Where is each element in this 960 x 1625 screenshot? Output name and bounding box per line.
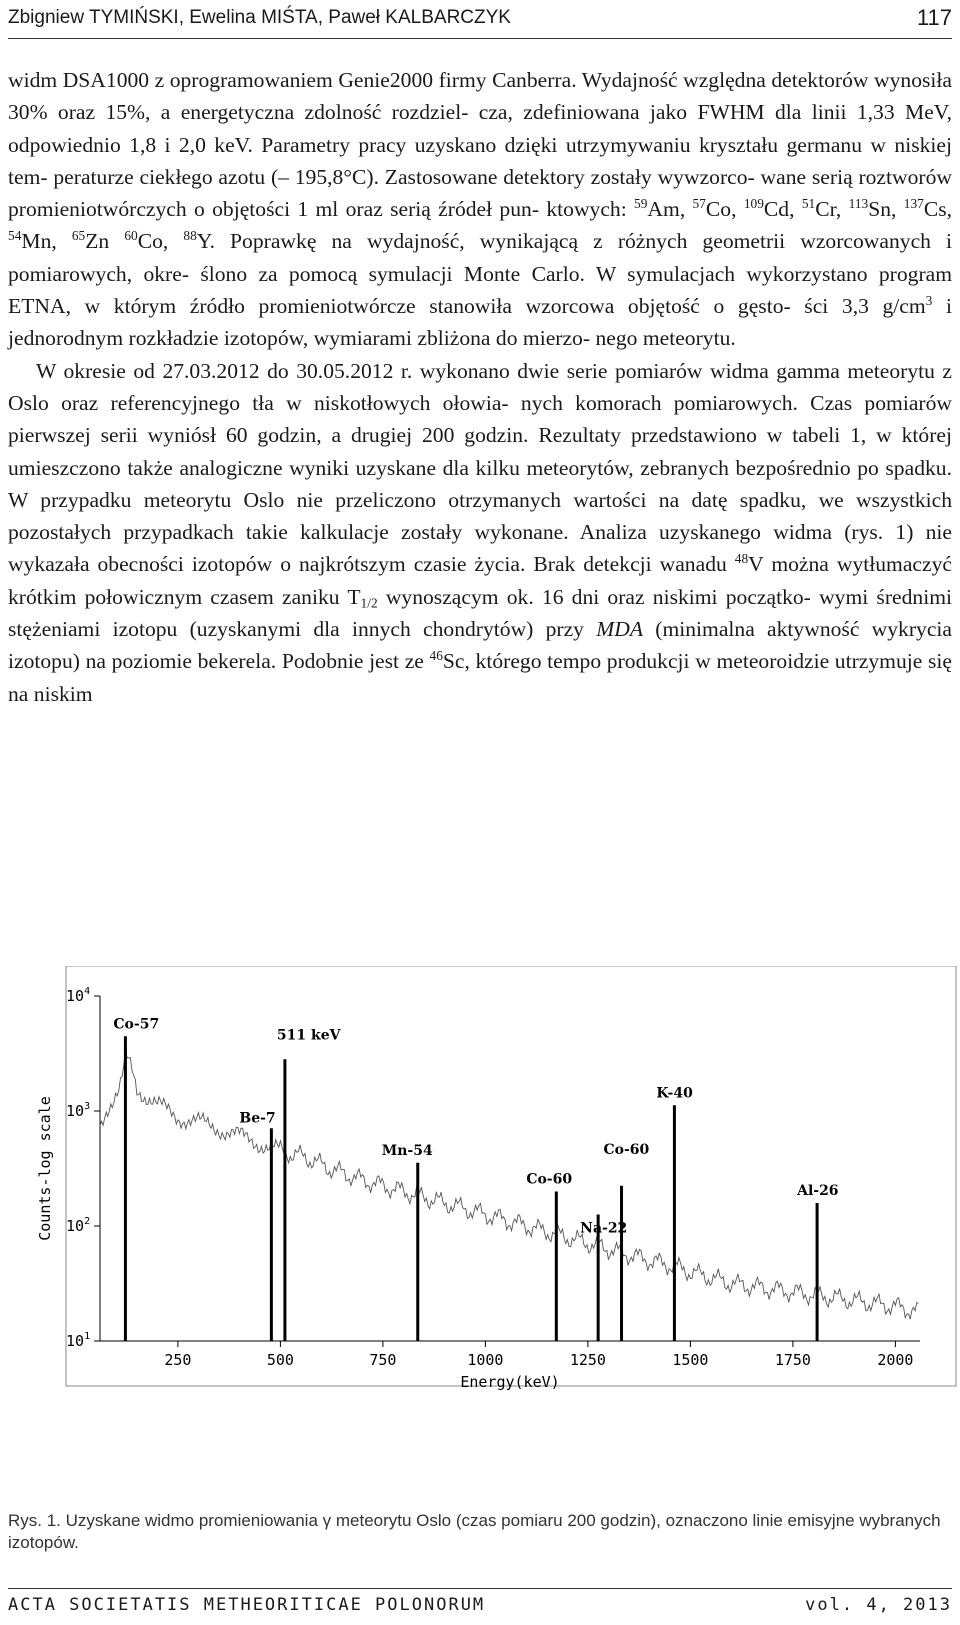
text-fragment: Sc, którego tempo produkcji w meteoroidzie utrzymuje się na niskim: [8, 649, 952, 706]
peak-label: K-40: [656, 1085, 693, 1102]
x-tick-label: 750: [369, 1351, 397, 1369]
isotope-symbol: Cs: [923, 197, 947, 222]
text-line: a drugiej 200 godzin. Rezultaty przedstawiono w tabeli 1, w której umieszczono: [8, 423, 952, 480]
figure-caption: [8, 1510, 952, 1554]
x-tick-label: 1750: [774, 1351, 811, 1369]
text-fragment: połowicznym czasem zaniku T: [84, 584, 361, 609]
isotope-mass-number: 57: [692, 196, 706, 212]
superscript: 3: [925, 293, 933, 309]
isotope-symbol: Cd: [763, 197, 790, 222]
running-header: [8, 0, 952, 39]
text-line: na datę spadku, we wszystkich pozostałych przypadkach takie kalkulacje zostały: [8, 487, 953, 545]
text-fragment: o najkrótszym czasie życia. Brak detekcji wanadu: [280, 552, 735, 577]
x-axis-label: Energy(keV): [460, 1373, 560, 1391]
isotope-symbol: Mn: [21, 229, 52, 254]
peak-label: Co-60: [603, 1141, 650, 1158]
running-footer: [8, 1595, 952, 1615]
y-tick-label: $10^1$: [66, 1331, 91, 1350]
isotope-mass-number: 65: [71, 228, 86, 244]
journal-name: ACTA SOCIETATIS METHEORITICAE POLONORUM: [8, 1595, 486, 1615]
x-tick-label: 2000: [877, 1351, 914, 1369]
superscript: 48: [734, 551, 749, 567]
text-fragment: V można wytłumaczyć krótkim: [8, 552, 952, 609]
isotope-symbol: Co: [705, 197, 732, 222]
peak-label: Co-57: [113, 1016, 160, 1033]
italic-term: MDA: [596, 617, 644, 642]
footer-rule: [8, 1588, 952, 1589]
peak-label: Be-7: [239, 1110, 276, 1127]
y-tick-label: $10^3$: [66, 1101, 91, 1120]
text-line: W okresie od 27.03.2012 do 30.05.2012 r. wykonano dwie serie pomiarów: [36, 358, 703, 383]
gamma-spectrum-chart: [0, 966, 960, 1446]
y-tick-label: $10^4$: [66, 986, 91, 1005]
subscript: 1/2: [360, 595, 378, 611]
text-line: wykonane. Analiza uzyskanego widma (rys. 1) nie wykazała obecności izotopów: [8, 520, 953, 577]
y-axis-label: Counts-log scale: [36, 1096, 54, 1241]
isotope-mass-number: 51: [801, 196, 816, 212]
text-fragment: (minimalna aktywność wykrycia izotopu) na poziomie bekerela. Podobnie: [8, 617, 952, 674]
paragraph-1: [8, 64, 952, 355]
isotope-symbol: Am: [647, 197, 680, 222]
x-tick-label: 250: [164, 1351, 192, 1369]
superscript: 46: [429, 648, 443, 664]
figure-frame: [66, 966, 956, 1386]
peak-label: Co-60: [526, 1171, 573, 1188]
text-line: po spadku. W przypadku meteorytu Oslo nie przeliczono otrzymanych wartości: [8, 455, 952, 512]
text-line: wymi średnimi stężeniami izotopu (uzyskanymi dla innych chondrytów) przy: [8, 584, 952, 642]
text-line: wydajność, wynikającą z różnych geometrii wzorcowanych i pomiarowych, okre-: [8, 229, 953, 286]
isotope-symbol: Cr: [815, 197, 836, 222]
text-line: nych komorach pomiarowych. Czas pomiarów pierwszej serii wyniósł 60 godzin,: [8, 390, 952, 448]
text-line: peraturze ciekłego azotu (– 195,8°C). Zastosowane detektory zostały wywzorco-: [53, 164, 755, 189]
text-line: widm DSA1000 z oprogramowaniem Genie2000 firmy Canberra. Wydajność: [8, 68, 678, 92]
text-line: ślono za pomocą symulacji Monte Carlo. W symulacjach wykorzystano program: [200, 261, 953, 286]
isotope-mass-number: 137: [903, 196, 924, 212]
caption-text: Uzyskane widmo promieniowania γ meteorytu Oslo (czas pomiaru 200 godzin), oznaczono linie emisyjne wybranych izotopów.: [8, 1511, 941, 1552]
x-tick-label: 1250: [569, 1351, 606, 1369]
isotope-mass-number: 109: [743, 196, 764, 212]
text-line: cza, zdefiniowana jako FWHM dla linii 1,33 MeV, odpowiednio 1,8 i 2,0 keV.: [8, 100, 952, 157]
isotope-mass-number: 113: [848, 196, 869, 212]
peak-label: Na-22: [580, 1220, 628, 1237]
isotope-symbol: Y: [196, 229, 210, 254]
x-tick-label: 500: [266, 1351, 294, 1369]
isotope-mass-number: 54: [8, 228, 22, 244]
header-authors: Zbigniew TYMIŃSKI, Ewelina MIŚTA, Paweł KALBARCZYK: [8, 7, 511, 28]
x-tick-label: 1500: [672, 1351, 709, 1369]
y-tick-label: $10^2$: [66, 1216, 91, 1235]
text-line: wane serią roztworów promieniotwórczych o objętości 1 ml oraz serią źródeł pun-: [8, 164, 952, 222]
text-line: Parametry pracy uzyskano dzięki utrzymywaniu kryształu germanu w niskiej tem-: [8, 132, 952, 189]
text-fragment: i jednorodnym rozkładzie izotopów, wymiarami zbliżona do mierzo-: [8, 294, 952, 351]
caption-label: Rys. 1.: [8, 1511, 61, 1530]
text-line: względna detektorów wynosiła 30% oraz 15%, a energetyczna zdolność rozdziel-: [8, 68, 952, 125]
text-line: [85, 585, 811, 609]
isotope-list: ktowych: $^{59}$Am, $^{57}$Co, $^{109}$Cd, $^{51}$Cr, $^{113}$Sn, $^{137}$Cs, $^{54}$Mn, $^{65}$Zn $^{60}$Co, $^{88}$Y. Poprawkę na: [8, 196, 953, 254]
text-fragment: ści 3,3 g/cm: [804, 294, 926, 319]
isotope-mass-number: 59: [634, 196, 648, 212]
text-fragment: wynoszącym ok. 16 dni oraz niskimi początko-: [377, 584, 811, 609]
text-line: także analogiczne wyniki uzyskane dla kilku meteorytów, zebranych bezpośrednio: [127, 455, 851, 480]
isotope-symbol: Co: [137, 229, 163, 254]
peak-label: Al-26: [797, 1183, 839, 1199]
peak-label: 511 keV: [276, 1027, 341, 1044]
text-line: ETNA, w którym źródło promieniotwórcze stanowiła wzorcowa objętość o gęsto-: [8, 294, 791, 319]
volume-info: vol. 4, 2013: [805, 1595, 952, 1615]
x-tick-label: 1000: [467, 1351, 504, 1369]
isotope-symbol: Sn: [868, 197, 892, 222]
isotope-mass-number: 60: [124, 228, 138, 244]
isotope-mass-number: 88: [183, 228, 197, 244]
text-line: nego meteorytu.: [595, 326, 736, 351]
text-line: widma gamma meteorytu z Oslo oraz referencyjnego tła w niskotłowych ołowia-: [8, 358, 952, 415]
text-fragment: jest ze: [369, 649, 430, 674]
page-number: 117: [916, 5, 952, 30]
isotope-symbol: Zn: [85, 229, 110, 254]
paragraph-2: [8, 355, 952, 710]
body-text: [8, 64, 952, 710]
peak-label: Mn-54: [381, 1142, 433, 1159]
